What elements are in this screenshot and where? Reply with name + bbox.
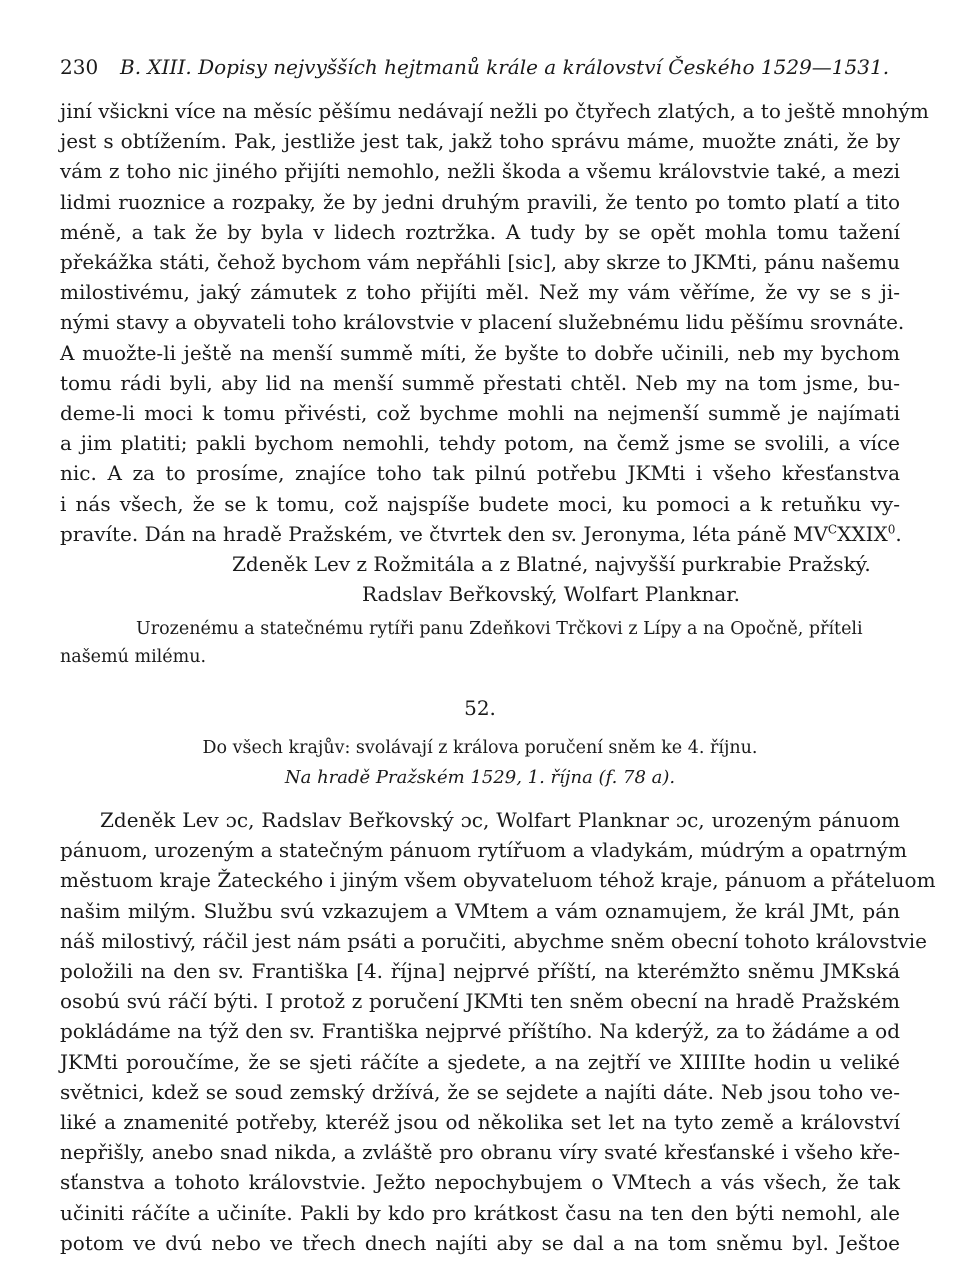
text-line: učiniti ráčíte a učiníte. Pakli by kdo pro krátkost času na ten den býti nemohl, ale [60,1200,900,1225]
text-line: lidmi ruoznice a rozpaky, že by jedni druhým pravili, že tento po tomto platí a tito [60,189,900,214]
text-line: vám z toho nic jiného přijíti nemohlo, nežli škoda a všemu královstvie také, a mezi [60,159,900,184]
text-line: našim milým. Službu svú vzkazujem a VMtem a vám oznamujem, že král JMt, pán [60,898,900,923]
text-line: překážka státi, čehož bychom vám nepřáhli [sic], aby skrze to JKMti, pánu našemu [60,250,900,275]
text-line: méně, a tak že by byla v lidech roztržka. A tudy by se opět mohla tomu tažení [60,219,900,244]
document-page [60,52,936,1258]
text-line: jiní všickni více na měsíc pěšímu nedávají nežli po čtyřech zlatých, a to ještě mnohým [60,99,929,123]
document-heading: Do všech krajův: svolávají z králova poručení sněm ke 4. říjnu. [202,738,758,759]
signature-line: Radslav Beřkovský, Wolfart Planknar. [362,582,740,607]
text-line: JKMti poroučíme, že se sjeti ráčíte a sjedete, a na zejtří ve XIIIIte hodin u veliké [60,1049,900,1074]
text-line: tomu rádi byli, aby lid na menší summě přestati chtěl. Neb my na tom jsme, bu- [60,370,900,395]
text-line: nými stavy a obyvateli toho královstvie v placení služebnému lidu pěšímu srovnáte. [60,310,905,335]
text-line: potom ve dvú nebo ve třech dnech najíti aby se dal a na tom sněmu byl. Ještoe [60,1230,900,1255]
text-line: A muožte-li ještě na menší summě míti, že byšte to dobře učinili, neb my bychom [60,340,900,365]
dating-text: pravíte. Dán na hradě Pražském, ve čtvrtek den sv. Jeronyma, léta páně MV [60,521,828,546]
text-line: Zdeněk Lev ɔc, Radslav Beřkovský ɔc, Wolfart Planknar ɔc, urozeným pánuom [100,808,900,833]
text-line: sťanstva a tohoto královstvie. Ježto nepochybujem o VMtech a vás všech, že tak [60,1170,900,1195]
document-number: 52. [464,696,496,721]
text-line: náš milostivý, ráčil jest nám psáti a poručiti, abychme sněm obecní tohoto královstvie [60,928,928,953]
dating-line [60,519,900,549]
address-line: našemú milému. [60,647,207,668]
year-numeral: XXIX [837,521,888,546]
text-line: a jim platiti; pakli bychom nemohli, tehdy potom, na čemž jsme se svolili, a více [60,431,900,456]
page-number: 230 [60,55,99,79]
text-line: městuom kraje Žateckého i jiným všem obyvateluom téhož kraje, pánuom a přáteluom [60,868,936,893]
text-line: liké a znamenité potřeby, kteréž jsou od několika set let na tyto země a království [60,1110,900,1135]
signature-line: Zdeněk Lev z Rožmitála a z Blatné, najvyšší purkrabie Pražský. [232,552,871,577]
letter-continuation [60,96,929,549]
text-line: i nás všech, že se k tomu, což najspíše budete moci, ku pomoci a k retuňku vy- [60,491,900,516]
running-title: B. XIII. Dopisy nejvyšších hejtmanů krále a království Českého 1529—1531. [120,55,890,79]
text-line: jest s obtížením. Pak, jestliže jest tak, jakž toho správu máme, muožte znáti, že by [60,129,900,154]
text-line: pokládáme na týž den sv. Františka nejprvé příštího. Na kderýž, za to žádáme a od [60,1019,900,1044]
document-place-date: Na hradě Pražském 1529, 1. října (f. 78 a). [284,767,676,789]
text-line: milostivému, jaký zámutek z toho přijíti měl. Než my vám věříme, že vy se s ji- [60,280,900,305]
text-line: nepřišly, anebo snad nikda, a zvláště pro obranu víry svaté křesťanské i všeho kře- [60,1140,900,1165]
address-block [60,615,900,671]
text-line: osobú svú ráčí býti. I protož z poručení JKMti ten sněm obecní na hradě Pražském [60,989,900,1014]
year-superscript-c: C [827,522,838,537]
year-period: . [895,521,902,546]
text-line: deme-li moci k tomu přivésti, což bychme mohli na nejmenší summě je najímati [60,401,900,426]
text-line: položili na den sv. Františka [4. října] nejprvé příští, na kterémžto sněmu JMKská [60,959,900,984]
year-superscript-o: 0 [887,522,896,537]
address-line: Urozenému a statečnému rytíři panu Zdeňkovi Trčkovi z Lípy a na Opočně, příteli [136,619,863,640]
running-header [60,52,900,82]
document-body [60,805,936,1258]
text-line: světnici, kdež se soud zemský držívá, že se sejdete a najíti dáte. Neb jsou toho ve- [60,1079,900,1104]
text-line: nic. A za to prosíme, znajíce toho tak pilnú potřebu JKMti i všeho křesťanstva [60,461,900,486]
text-line: pánuom, urozeným a statečným pánuom rytířuom a vladykám, múdrým a opatrným [60,838,907,863]
